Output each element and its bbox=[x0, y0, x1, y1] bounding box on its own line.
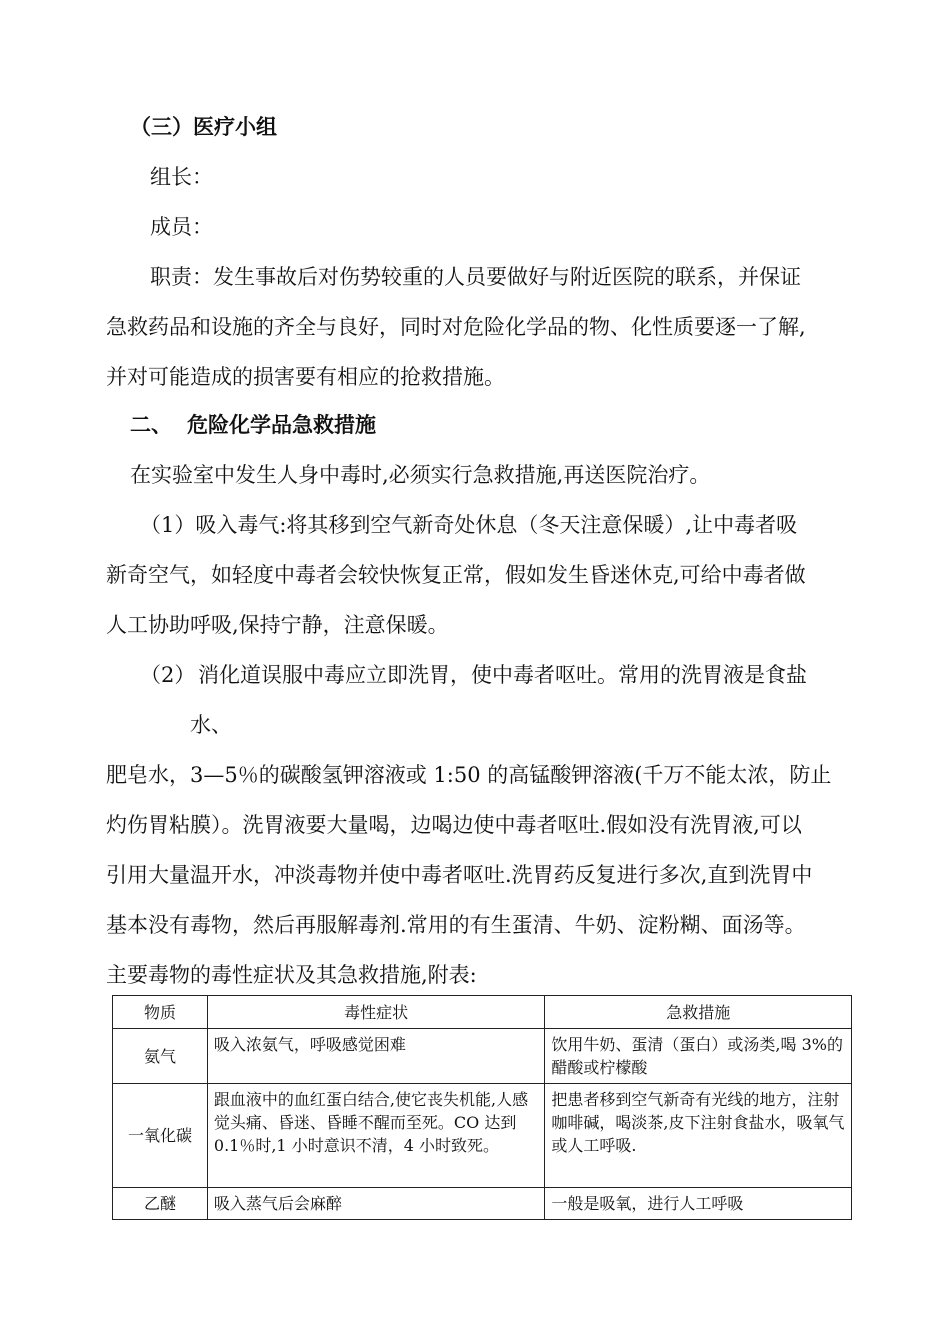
item-2-line-5: 引用大量温开水，冲淡毒物并使中毒者呕吐.洗胃药反复进行多次,直到洗胃中 bbox=[106, 863, 813, 887]
table-row bbox=[113, 1084, 852, 1188]
first-aid-cell: 饮用牛奶、蛋清（蛋白）或汤类,喝 3%的醋酸或柠檬酸 bbox=[545, 1029, 852, 1084]
symptom-cell: 吸入浓氨气，呼吸感觉困难 bbox=[207, 1029, 545, 1084]
item-1-line-1: （1）吸入毒气:将其移到空气新奇处休息（冬天注意保暖）,让中毒者吸 bbox=[140, 513, 798, 537]
duty-line-2: 急救药品和设施的齐全与良好，同时对危险化学品的物、化性质要逐一了解, bbox=[106, 315, 806, 339]
first-aid-cell: 把患者移到空气新奇有光线的地方，注射咖啡碱，喝淡茶,皮下注射食盐水，吸氧气或人工呼吸. bbox=[545, 1084, 852, 1188]
symptom-cell: 跟血液中的血红蛋白结合,使它丧失机能,人感觉头痛、昏迷、昏睡不醒而至死。CO 达到 0.1％时,1 小时意识不清，4 小时致死。 bbox=[207, 1084, 545, 1188]
substance-cell: 氨气 bbox=[113, 1029, 208, 1084]
item-2-line-1: 消化道误服中毒应立即洗胃，使中毒者呕吐。常用的洗胃液是食盐 bbox=[198, 663, 807, 687]
table-caption: 主要毒物的毒性症状及其急救措施,附表: bbox=[106, 963, 477, 987]
header-substance: 物质 bbox=[113, 996, 208, 1029]
section-3-title: （三）医疗小组 bbox=[130, 115, 277, 139]
substance-cell: 一氧化碳 bbox=[113, 1084, 208, 1188]
section-2-title: 危险化学品急救措施 bbox=[187, 413, 376, 437]
duty-line-1: 职责：发生事故后对伤势较重的人员要做好与附近医院的联系，并保证 bbox=[150, 265, 801, 289]
item-2-line-6: 基本没有毒物，然后再服解毒剂.常用的有生蛋清、牛奶、淀粉糊、面汤等。 bbox=[106, 913, 806, 937]
substance-cell: 乙醚 bbox=[113, 1188, 208, 1220]
item-2-line-3: 肥皂水，3—5％的碳酸氢钾溶液或 1:50 的高锰酸钾溶液(千万不能太浓，防止 bbox=[106, 763, 832, 787]
symptom-cell: 吸入蒸气后会麻醉 bbox=[207, 1188, 545, 1220]
members-label: 成员： bbox=[150, 215, 213, 239]
toxin-table bbox=[112, 995, 852, 1220]
section-2-number: 二、 bbox=[130, 413, 172, 437]
item-1-line-3: 人工协助呼吸,保持宁静，注意保暖。 bbox=[106, 613, 449, 637]
intro-paragraph: 在实验室中发生人身中毒时,必须实行急救措施,再送医院治疗。 bbox=[130, 463, 711, 487]
item-2-number: （2） bbox=[140, 663, 196, 687]
table-row bbox=[113, 1188, 852, 1220]
table-header-row bbox=[113, 996, 852, 1029]
item-1-line-2: 新奇空气，如轻度中毒者会较快恢复正常，假如发生昏迷休克,可给中毒者做 bbox=[106, 563, 806, 587]
header-first-aid: 急救措施 bbox=[545, 996, 852, 1029]
first-aid-cell: 一般是吸氧，进行人工呼吸 bbox=[545, 1188, 852, 1220]
item-2-line-2: 水、 bbox=[190, 713, 232, 737]
duty-line-3: 并对可能造成的损害要有相应的抢救措施。 bbox=[106, 365, 505, 389]
leader-label: 组长： bbox=[150, 165, 213, 189]
header-symptom: 毒性症状 bbox=[207, 996, 545, 1029]
item-2-line-4: 灼伤胃粘膜）。洗胃液要大量喝，边喝边使中毒者呕吐.假如没有洗胃液,可以 bbox=[106, 813, 802, 837]
table-row bbox=[113, 1029, 852, 1084]
